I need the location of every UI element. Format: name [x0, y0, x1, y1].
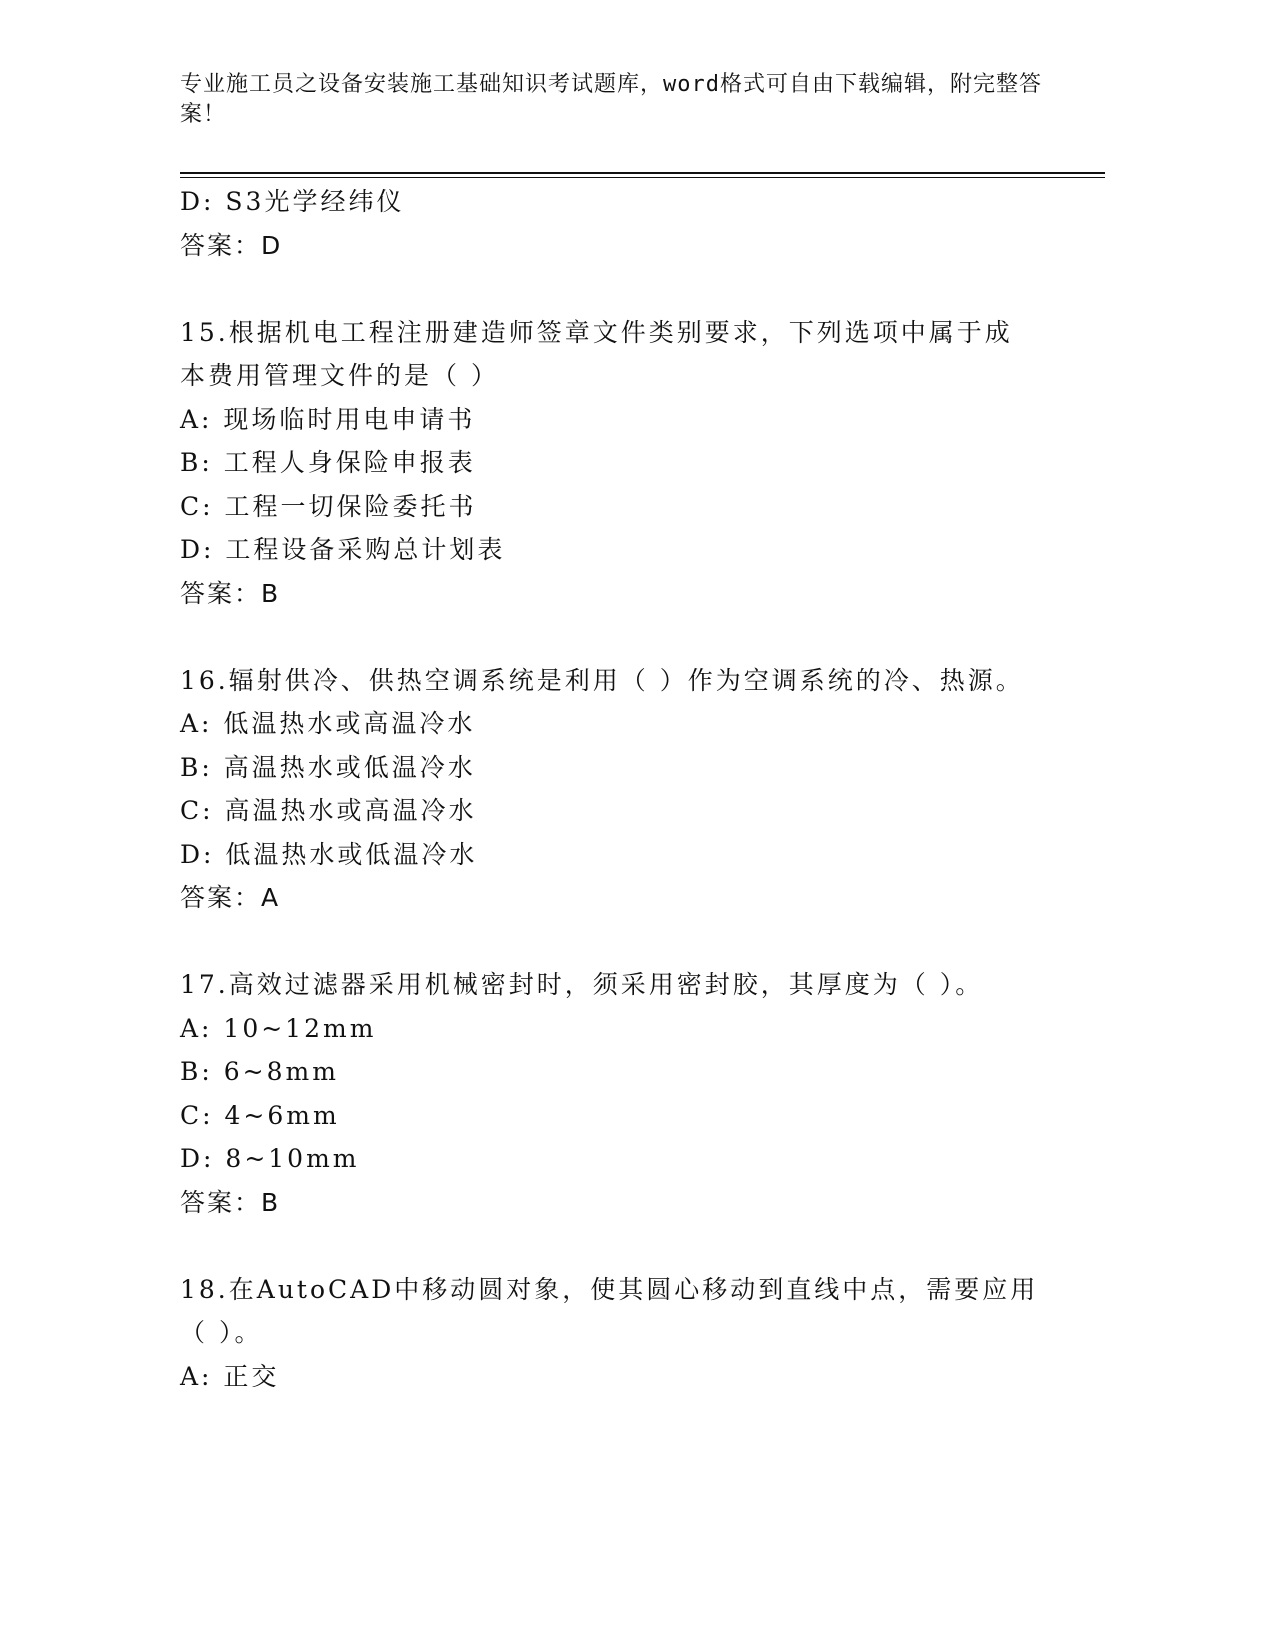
option-b: B: 6~8mm — [180, 1057, 339, 1086]
answer-line: 答案：A — [180, 883, 281, 912]
question-content — [180, 180, 1040, 1398]
question-15 — [180, 311, 1040, 616]
option-d: D: 工程设备采购总计划表 — [180, 535, 506, 564]
option-c: C: 工程一切保险委托书 — [180, 491, 477, 521]
option-b: B: 高温热水或低温冷水 — [180, 752, 476, 782]
option-d: D: 低温热水或低温冷水 — [180, 839, 478, 869]
option-c: C: 4~6mm — [180, 1100, 340, 1130]
question-17 — [180, 963, 1040, 1224]
question-text: 16.辐射供冷、供热空调系统是利用（ ）作为空调系统的冷、热源。 — [180, 665, 1024, 695]
option-d: D: 8~10mm — [180, 1144, 360, 1173]
question-16 — [180, 659, 1040, 920]
option-c: C: 高温热水或高温冷水 — [180, 796, 477, 825]
header-rule-thick — [180, 172, 1105, 174]
answer-line: 答案：D — [180, 230, 283, 260]
question-text: 15.根据机电工程注册建造师签章文件类别要求，下列选项中属于成本费用管理文件的是（ ） — [180, 317, 1013, 390]
option-a: A: 低温热水或高温冷水 — [180, 709, 476, 738]
question-text: 17.高效过滤器采用机械密封时，须采用密封胶，其厚度为（ ）。 — [180, 970, 984, 999]
option-a: A: 正交 — [180, 1361, 280, 1391]
option-d: D: S3光学经纬仪 — [180, 187, 405, 216]
question-18 — [180, 1268, 1040, 1399]
answer-line: 答案：B — [180, 1187, 281, 1217]
answer-line: 答案：B — [180, 578, 281, 608]
question-text: 18.在AutoCAD中移动圆对象，使其圆心移动到直线中点，需要应用（ ）。 — [180, 1274, 1039, 1347]
option-a: A: 现场临时用电申请书 — [180, 404, 476, 434]
document-header: 专业施工员之设备安装施工基础知识考试题库，word格式可自由下载编辑，附完整答案！ — [180, 72, 1042, 127]
option-b: B: 工程人身保险申报表 — [180, 448, 476, 477]
header-rule-thin — [180, 177, 1105, 178]
option-a: A: 10~12mm — [180, 1013, 377, 1043]
